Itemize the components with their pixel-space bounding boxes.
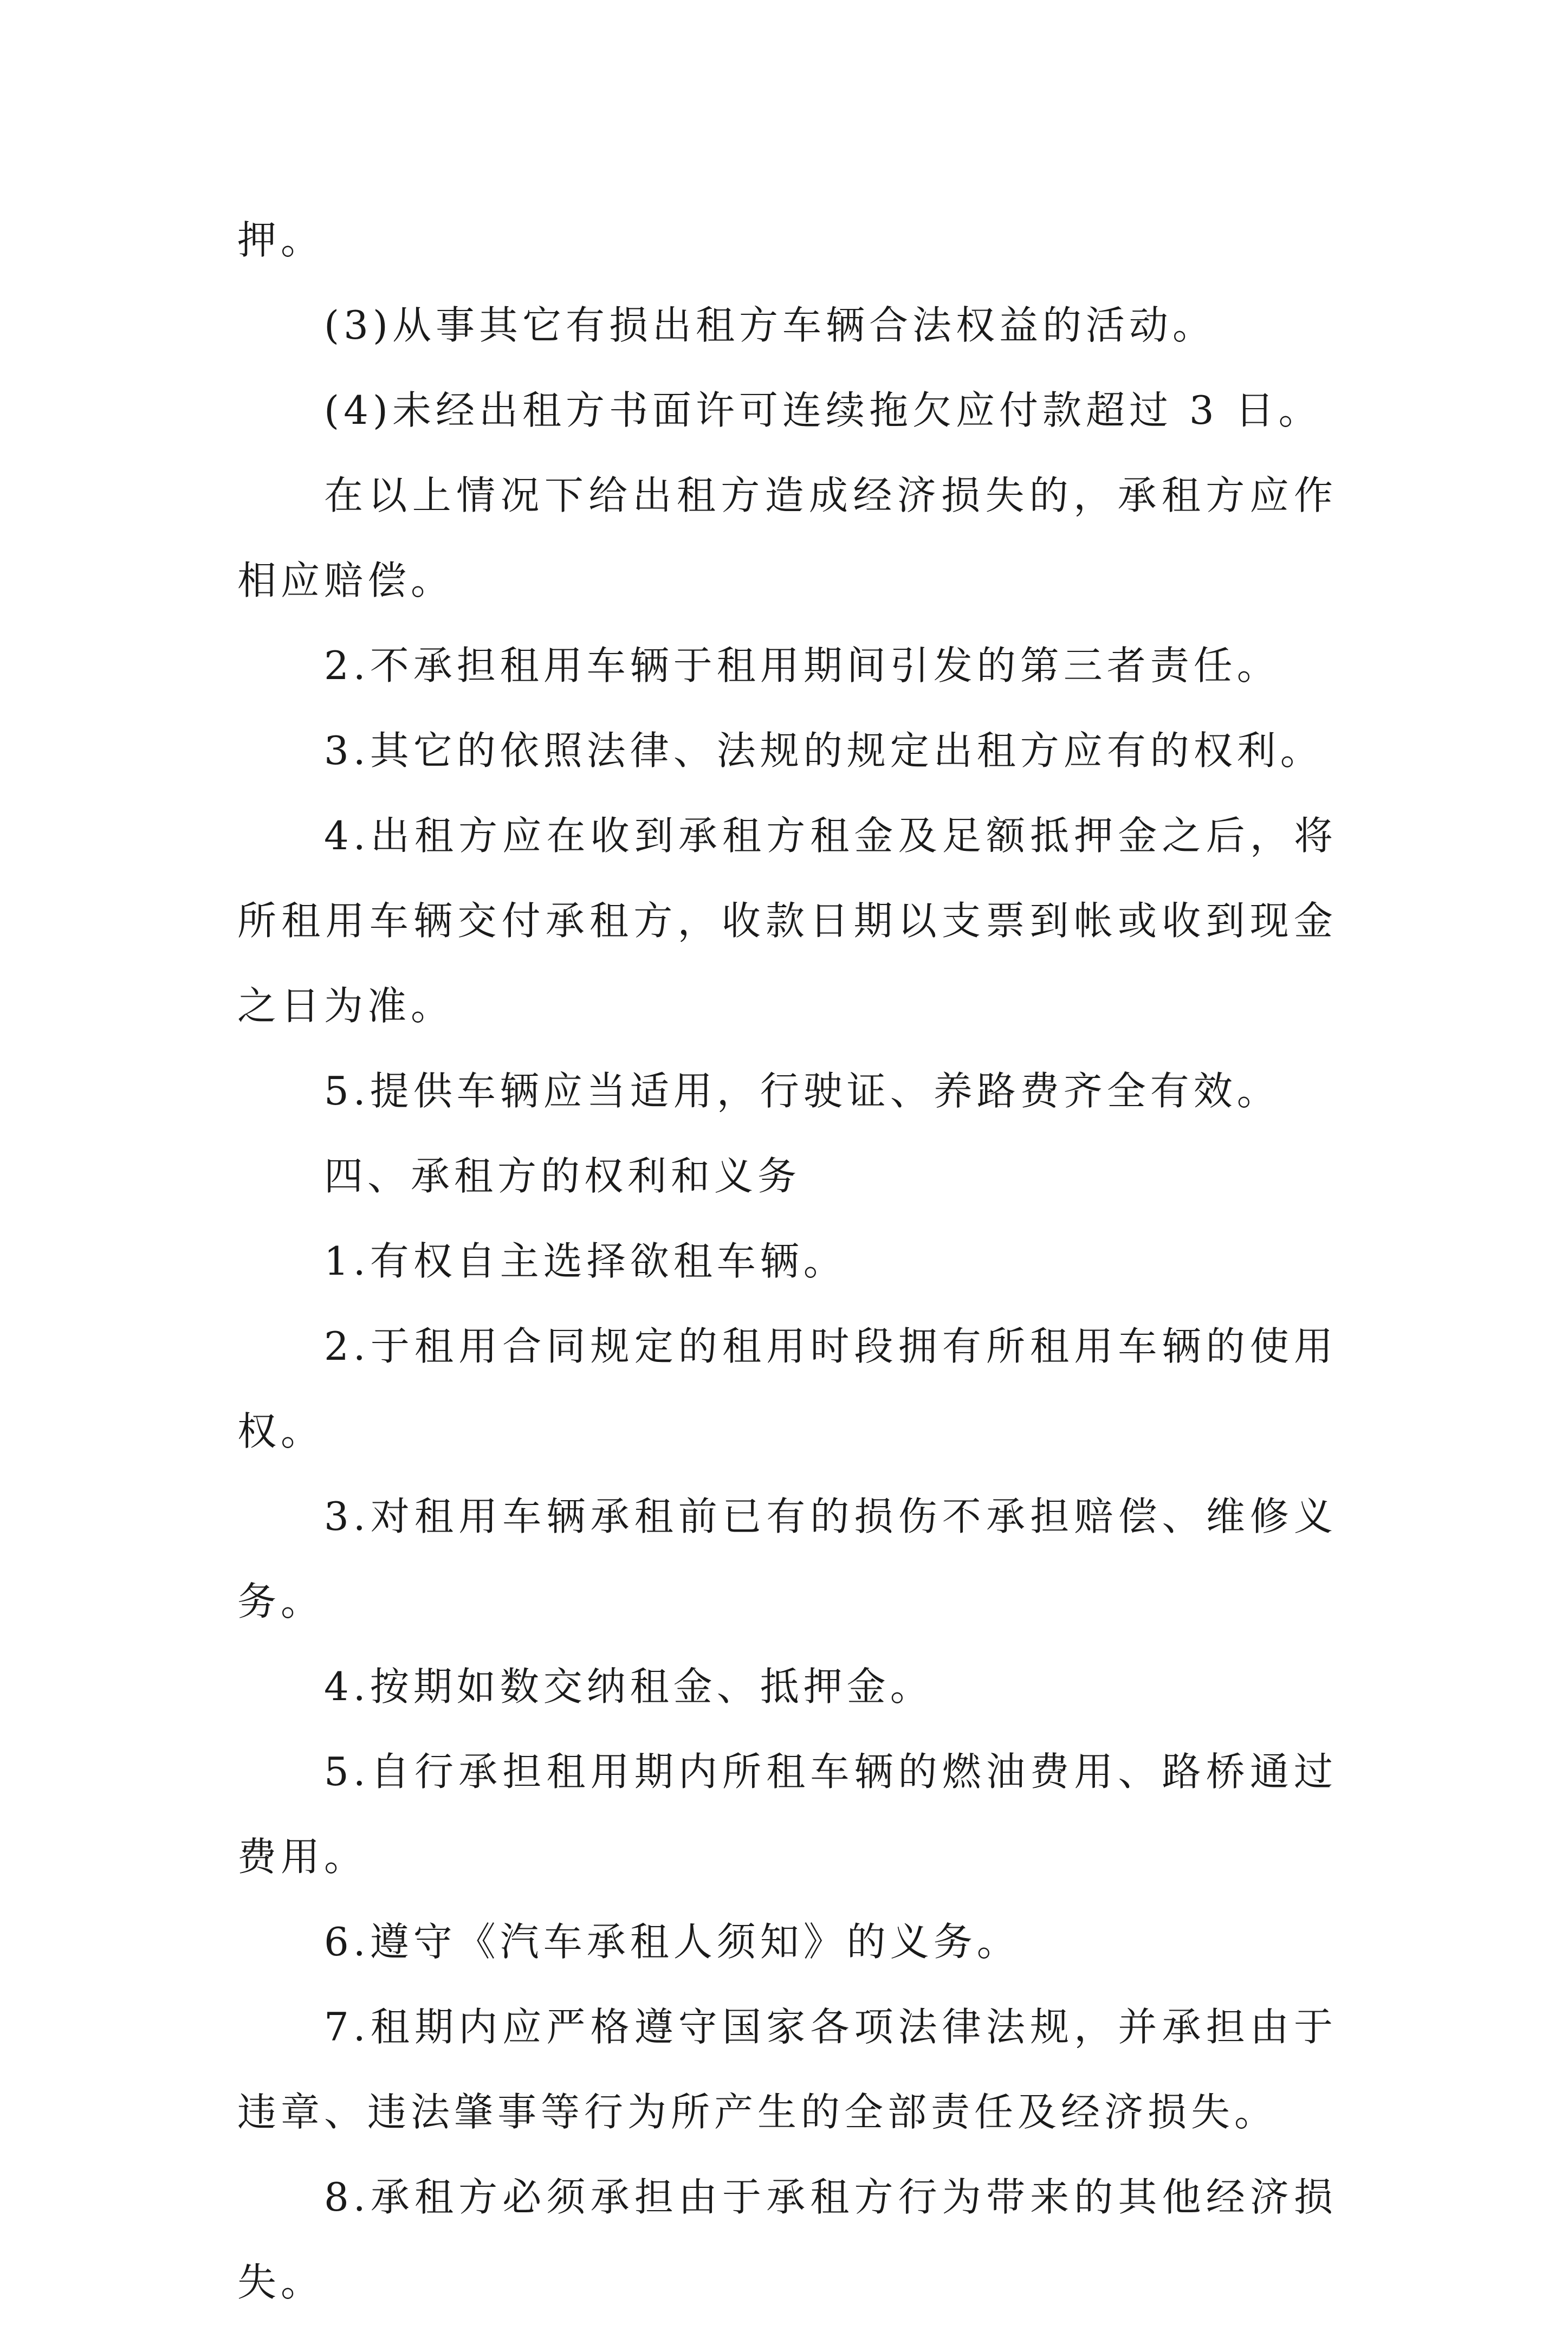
paragraph-lessee-8: 8.承租方必须承担由于承租方行为带来的其他经济损失。 <box>237 2174 1337 2305</box>
paragraph-lessor-2: 2.不承担租用车辆于租用期间引发的第三者责任。 <box>324 643 1280 688</box>
paragraph-item-3: (3)从事其它有损出租方车辆合法权益的活动。 <box>324 302 1216 348</box>
paragraph-lessee-1: 1.有权自主选择欲租车辆。 <box>324 1238 847 1284</box>
document-body <box>237 198 1337 2325</box>
paragraph-lessee-7: 7.租期内应严格遵守国家各项法律法规，并承担由于违章、违法肇事等行为所产生的全部责任及经济损失。 <box>237 2004 1337 2135</box>
paragraph-lessee-4: 4.按期如数交纳租金、抵押金。 <box>324 1664 934 1709</box>
paragraph-lessor-3: 3.其它的依照法律、法规的规定出租方应有的权利。 <box>324 728 1324 773</box>
paragraph-lessee-6: 6.遵守《汽车承租人须知》的义务。 <box>324 1919 1020 1965</box>
paragraph-lessee-2: 2.于租用合同规定的租用时段拥有所租用车辆的使用权。 <box>237 1323 1337 1454</box>
paragraph-lessor-5: 5.提供车辆应当适用，行驶证、养路费齐全有效。 <box>324 1068 1280 1114</box>
section-heading-lessee: 四、承租方的权利和义务 <box>324 1153 801 1199</box>
paragraph-lessor-4: 4.出租方应在收到承租方租金及足额抵押金之后，将所租用车辆交付承租方，收款日期以支票到帐或收到现金之日为准。 <box>237 813 1337 1029</box>
paragraph-item-4: (4)未经出租方书面许可连续拖欠应付款超过 3 日。 <box>324 388 1322 433</box>
paragraph-lessee-3: 3.对租用车辆承租前已有的损伤不承担赔偿、维修义务。 <box>237 1494 1337 1624</box>
paragraph-lessee-5: 5.自行承担租用期内所租车辆的燃油费用、路桥通过费用。 <box>237 1749 1337 1880</box>
paragraph-continuation: 押。 <box>237 217 325 263</box>
paragraph-compensation: 在以上情况下给出租方造成经济损失的，承租方应作相应赔偿。 <box>237 473 1337 603</box>
